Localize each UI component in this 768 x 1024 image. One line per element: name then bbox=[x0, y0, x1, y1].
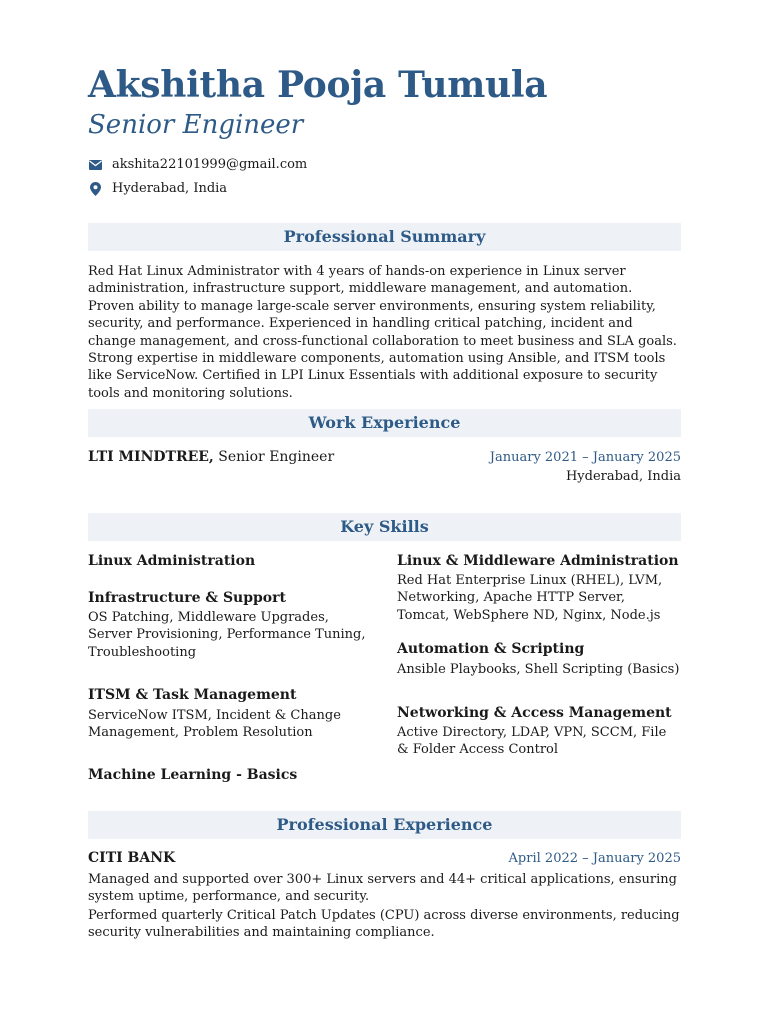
section-heading-skills: Key Skills bbox=[88, 513, 681, 541]
candidate-name: Akshitha Pooja Tumula bbox=[88, 64, 548, 106]
skill-heading: Infrastructure & Support bbox=[88, 590, 286, 606]
skill-heading: Networking & Access Management bbox=[397, 705, 672, 721]
location-text: Hyderabad, India bbox=[112, 181, 228, 196]
work-dates: January 2021 – January 2025 bbox=[489, 450, 681, 465]
skill-detail: OS Patching, Middleware Upgrades, Server Provisioning, Performance Tuning, Troubleshooting bbox=[88, 610, 366, 660]
skill-detail: ServiceNow ITSM, Incident & Change Management, Problem Resolution bbox=[88, 708, 341, 741]
skill-heading: ITSM & Task Management bbox=[88, 687, 297, 703]
skill-detail: Red Hat Enterprise Linux (RHEL), LVM, Networking, Apache HTTP Server, Tomcat, WebSphere ND, Nginx, Node.js bbox=[397, 573, 663, 623]
candidate-title: Senior Engineer bbox=[88, 110, 304, 140]
skill-heading: Linux Administration bbox=[88, 553, 256, 569]
contact-location bbox=[88, 181, 227, 196]
section-heading-professional: Professional Experience bbox=[88, 811, 681, 839]
professional-dates: April 2022 – January 2025 bbox=[508, 851, 681, 866]
professional-company-name: CITI BANK bbox=[88, 850, 176, 866]
skill-heading: Machine Learning - Basics bbox=[88, 767, 298, 783]
work-company: LTI MINDTREE, bbox=[88, 449, 214, 465]
summary-paragraph: Red Hat Linux Administrator with 4 years of hands-on experience in Linux server administration, infrastructure support, middleware management, and automation. Proven ability to manage large-scale server environments, ensuring system reliability, security, and performance. Experienced in handling critical patching, incident and change management, and cross-functional collaboration to meet business and SLA goals. Strong expertise in middleware components, automation using Ansible, and ITSM tools like ServiceNow. Certified in LPI Linux Essentials with additional exposure to security tools and monitoring solutions. bbox=[88, 264, 677, 401]
contact-email bbox=[88, 157, 307, 172]
experience-bullet: Managed and supported over 300+ Linux servers and 44+ critical applications, ensuring system uptime, performance, and security. bbox=[88, 872, 677, 905]
professional-company bbox=[88, 850, 175, 866]
envelope-icon bbox=[88, 158, 102, 172]
skill-heading: Linux & Middleware Administration bbox=[397, 553, 679, 569]
skill-detail: Active Directory, LDAP, VPN, SCCM, File & Folder Access Control bbox=[397, 725, 667, 758]
work-role: Senior Engineer bbox=[218, 449, 335, 465]
email-text[interactable]: akshita22101999@gmail.com bbox=[112, 157, 308, 172]
skill-detail: Ansible Playbooks, Shell Scripting (Basics) bbox=[397, 662, 680, 677]
work-job-title bbox=[88, 449, 334, 465]
section-heading-work: Work Experience bbox=[88, 409, 681, 437]
work-location: Hyderabad, India bbox=[565, 469, 681, 484]
section-heading-summary: Professional Summary bbox=[88, 223, 681, 251]
skill-heading: Automation & Scripting bbox=[397, 641, 585, 657]
map-pin-icon bbox=[88, 182, 102, 196]
experience-bullet: Performed quarterly Critical Patch Updates (CPU) across diverse environments, reducing security vulnerabilities and maintaining compliance. bbox=[88, 908, 680, 941]
